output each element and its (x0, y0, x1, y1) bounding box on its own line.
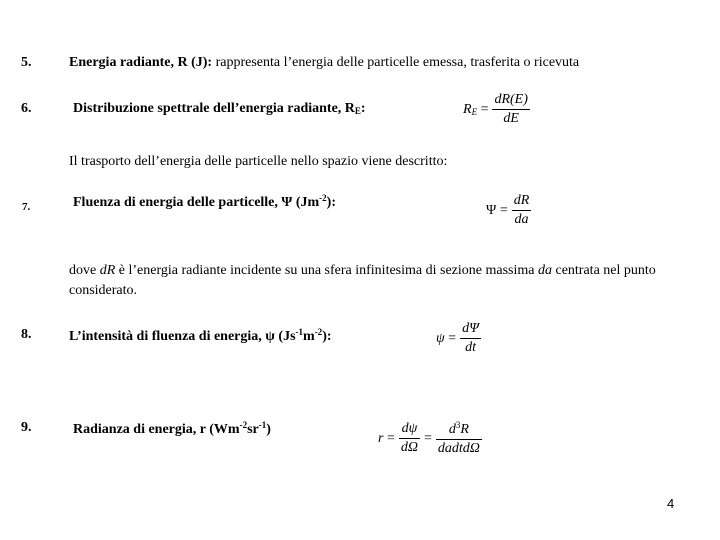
f8-numerator: dΨ (460, 321, 481, 339)
where-italic-da: da (537, 263, 552, 278)
f8-eq: = (444, 330, 457, 346)
item-6-title-sub: E (354, 106, 361, 116)
item-8-title-sup1: -1 (295, 327, 304, 337)
where-text-3: centrata nel punto considerato. (69, 263, 656, 298)
item-8-title-end: ): (322, 329, 332, 344)
item-9-title-sup1: -2 (239, 420, 248, 430)
f7-numerator: dR (512, 193, 532, 211)
item-5-title: Energia radiante, R (J): (69, 55, 213, 70)
f9-denominator-1: dΩ (400, 440, 418, 455)
f9-numerator-2 (436, 420, 482, 440)
f9-num2-sup: 3 (455, 420, 461, 430)
where-text-1: dove (69, 263, 100, 278)
f9-fraction-2 (436, 420, 482, 457)
item-7-title-end: ): (326, 195, 336, 210)
f6-lhs: R (463, 101, 472, 117)
item-8-title (69, 327, 332, 345)
item-5-text: rappresenta l’energia delle particelle emessa, trasferita o ricevuta (212, 55, 580, 70)
f9-fraction-1 (399, 421, 420, 456)
item-9-title-mid: sr (247, 422, 259, 437)
f6-numerator: dR(E) (492, 92, 529, 110)
item-number-5: 5. (21, 55, 32, 70)
f6-eq: = (477, 101, 489, 117)
where-paragraph (69, 261, 684, 301)
item-9-title-text: Radianza di energia, r (Wm (73, 422, 240, 437)
f9-num2-d: d (448, 422, 456, 437)
item-8-title-sup2: -2 (314, 327, 323, 337)
item-number-6: 6. (21, 101, 32, 116)
f6-lhs-sub: E (471, 106, 478, 117)
item-8-title-mid: m (303, 329, 315, 344)
item-8-title-text: L’intensità di fluenza di energia, ψ (Js (69, 329, 296, 344)
f9-denominator-2: dadtdΩ (437, 441, 480, 456)
item-9-title-sup2: -1 (258, 420, 267, 430)
f7-fraction (512, 193, 532, 228)
f8-fraction (460, 321, 481, 356)
item-number-8: 8. (21, 327, 32, 342)
item-7-title-sup: -2 (319, 193, 327, 203)
item-5-line (69, 55, 579, 71)
where-italic-dR: dR (99, 263, 116, 278)
f7-lhs: Ψ (486, 202, 497, 218)
f8-lhs: ψ (436, 330, 445, 346)
f9-eq2: = (423, 430, 432, 446)
item-6-title-end: : (360, 101, 366, 116)
where-text-2: è l’energia radiante incidente su una sfera infinitesima di sezione massima (115, 263, 538, 278)
f9-lhs: r (378, 430, 384, 446)
formula-fluence-rate (436, 321, 481, 356)
f8-denominator: dt (465, 340, 476, 355)
item-7-title-text: Fluenza di energia delle particelle, Ψ (Jm (73, 195, 320, 210)
f7-denominator: da (514, 212, 529, 227)
transport-text: Il trasporto dell’energia delle particelle nello spazio viene descritto: (69, 154, 448, 169)
item-6-title-text: Distribuzione spettrale dell’energia radiante, R (73, 101, 355, 116)
f9-numerator-1: dψ (399, 421, 420, 439)
f9-eq: = (383, 430, 395, 446)
formula-spectral-distribution (463, 92, 530, 127)
item-9-title (73, 420, 271, 438)
item-7-title (73, 193, 336, 211)
item-6-title (73, 101, 366, 117)
f6-denominator: dE (503, 111, 519, 126)
f6-fraction (492, 92, 529, 127)
item-9-title-end: ) (266, 422, 271, 437)
f9-num2-R: R (460, 422, 469, 437)
formula-radiance (378, 420, 482, 457)
item-number-7: 7. (22, 201, 31, 213)
item-number-9: 9. (21, 420, 32, 435)
f7-eq: = (496, 202, 508, 218)
page-number: 4 (667, 496, 675, 511)
formula-energy-fluence (486, 193, 531, 228)
